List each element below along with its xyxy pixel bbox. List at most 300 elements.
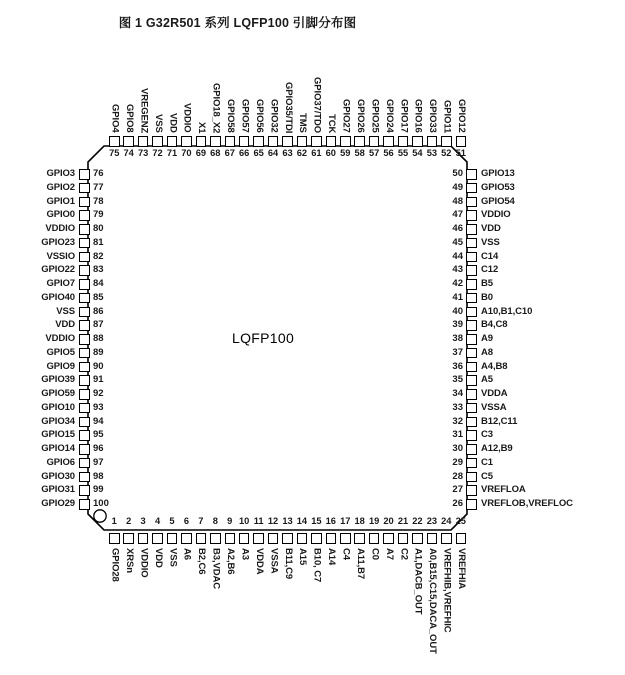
pin-number: 21 <box>397 516 409 526</box>
pin-pad <box>79 362 90 373</box>
pin-pad <box>268 533 279 544</box>
pin-label: VSSIO <box>46 250 75 262</box>
pin-pads-top <box>109 136 466 147</box>
pin-label: TCK <box>326 113 338 133</box>
pin-number: 14 <box>296 516 308 526</box>
pin-number: 56 <box>383 148 394 158</box>
pin-label: GPIO12 <box>456 99 467 133</box>
pin-number: 71 <box>166 148 178 158</box>
pin-numbers-right <box>437 169 463 510</box>
pin-number: 85 <box>93 291 104 303</box>
pin-label: A8 <box>481 346 493 358</box>
pin-number: 50 <box>452 168 463 179</box>
pin-number: 49 <box>452 181 463 193</box>
pin-number: 27 <box>452 484 463 496</box>
pin-number: 48 <box>452 195 463 207</box>
pin-number: 94 <box>93 415 104 427</box>
pin-number: 17 <box>340 516 351 526</box>
pin-number: 25 <box>455 516 466 526</box>
pin-number: 63 <box>282 148 293 158</box>
pin-label: A10,B1,C10 <box>481 305 533 317</box>
pin-number: 90 <box>93 360 104 372</box>
pin-label: C2 <box>398 548 410 560</box>
pin-pad <box>282 533 293 544</box>
pin-label: GPIO29 <box>41 498 75 509</box>
pin-pad <box>181 533 192 544</box>
pin-number: 46 <box>452 223 463 234</box>
pin-label: XRSn <box>123 548 135 573</box>
pin-pad <box>79 375 90 386</box>
pin-pad <box>138 533 149 544</box>
pin-number: 13 <box>282 516 293 526</box>
figure-caption: 图 1 G32R501 系列 LQFP100 引脚分布图 <box>118 16 357 30</box>
pin-pad <box>354 136 365 147</box>
pin-pads-right <box>466 169 477 510</box>
pin-label: A12,B9 <box>481 443 513 454</box>
pin-pad <box>412 533 423 544</box>
pin-pad <box>466 389 477 400</box>
pin-number: 57 <box>368 148 380 158</box>
pin-label: GPIO7 <box>46 278 75 289</box>
pin-pad <box>210 533 221 544</box>
pin-label: GPIO30 <box>41 470 75 482</box>
pin-label: GPIO34 <box>41 415 75 427</box>
pin-number: 79 <box>93 209 104 221</box>
pin-label: GPIO15 <box>41 429 75 441</box>
pin-pad <box>79 224 90 235</box>
pin-number: 12 <box>267 516 279 526</box>
pin-label: C1 <box>481 456 493 468</box>
pin-label: GPIO31 <box>41 484 75 496</box>
pin-number: 77 <box>93 181 104 193</box>
pin-label: GPIO57 <box>239 99 251 133</box>
pin-pad <box>466 417 477 428</box>
pin-label: A3 <box>239 548 251 560</box>
pin-pad <box>79 238 90 249</box>
pin1-indicator-icon <box>94 510 106 522</box>
pin-label: B4,C8 <box>481 319 508 331</box>
pin-number: 54 <box>412 148 423 158</box>
pin-label: GPIO53 <box>481 181 515 193</box>
pin-number: 81 <box>93 236 104 248</box>
pin-number: 18 <box>354 516 365 526</box>
pin-number: 78 <box>93 195 104 207</box>
pin-label: C12 <box>481 264 499 276</box>
pin-label: B2,C6 <box>196 548 208 575</box>
pin-pad <box>466 293 477 304</box>
pin-label: C3 <box>481 429 493 441</box>
pin-label: GPIO6 <box>46 456 75 468</box>
pin-pad <box>239 533 250 544</box>
package-label: LQFP100 <box>232 330 295 346</box>
pin-number: 6 <box>183 516 190 526</box>
pin-label: B0 <box>481 291 493 303</box>
pin-labels-top <box>109 56 466 133</box>
pin-label: GPIO56 <box>253 99 265 133</box>
pin-number: 91 <box>93 374 104 386</box>
pin-label: A14 <box>326 548 338 566</box>
pin-label: VREGENZ <box>138 87 150 133</box>
pin-label: GPIO11 <box>441 99 453 133</box>
pin-pad <box>340 136 351 147</box>
pin-pad <box>466 485 477 496</box>
pin-label: VSS <box>56 305 75 317</box>
pin-number: 39 <box>452 319 463 331</box>
pin-pad <box>196 136 207 147</box>
pin-number: 100 <box>93 498 109 509</box>
pin-pad <box>466 444 477 455</box>
pin-pad <box>253 136 264 147</box>
pin-number: 64 <box>267 148 279 158</box>
pin-label: GPIO59 <box>41 388 75 399</box>
pin-pad <box>79 472 90 483</box>
pin-pad <box>369 136 380 147</box>
pin-pad <box>466 334 477 345</box>
pin-number: 83 <box>93 264 104 276</box>
pin-label: VREFHIB,VREFHIC <box>441 548 453 633</box>
pin-label: GPIO9 <box>46 360 75 372</box>
pin-label: GPIO32 <box>268 99 280 133</box>
pin-pad <box>167 136 178 147</box>
pin-pad <box>123 533 134 544</box>
pin-number: 2 <box>126 516 132 526</box>
pin-number: 42 <box>452 278 463 289</box>
pin-number: 51 <box>455 148 466 158</box>
pin-pad <box>210 136 221 147</box>
pin-numbers-top <box>109 148 466 158</box>
pin-number: 24 <box>441 516 452 526</box>
pin-pad <box>466 238 477 249</box>
pin-pad <box>152 136 163 147</box>
pin-label: B10, C7 <box>311 548 323 583</box>
pin-number: 31 <box>452 429 463 441</box>
pin-pad <box>466 362 477 373</box>
pin-pad <box>466 430 477 441</box>
pin-number: 74 <box>123 148 134 158</box>
pin-number: 95 <box>93 429 104 441</box>
pin-label: VDDIO <box>181 103 193 133</box>
pin-number: 1 <box>111 516 117 526</box>
pin-pads-left <box>79 169 90 510</box>
pin-labels-right <box>481 169 573 510</box>
pin-pad <box>79 403 90 414</box>
pin-number: 88 <box>93 333 104 344</box>
pin-number: 93 <box>93 401 104 413</box>
pin-pad <box>109 136 120 147</box>
pin-pad <box>466 183 477 194</box>
pin-label: GPIO23 <box>41 236 75 248</box>
pin-label: GPIO35/TDI <box>282 81 294 133</box>
pin-label: A1,DACB_OUT <box>412 548 424 615</box>
pin-label: VSS <box>152 114 164 133</box>
pin-number: 60 <box>325 148 336 158</box>
pin-label: VDDIO <box>138 548 150 578</box>
pin-label: GPIO5 <box>46 346 75 358</box>
pin-number: 28 <box>452 470 463 482</box>
pin-pad <box>79 417 90 428</box>
pin-label: C0 <box>369 548 381 560</box>
pin-number: 37 <box>452 346 463 358</box>
pin-label: VSS <box>481 236 500 248</box>
pin-pad <box>412 136 423 147</box>
pin-labels-bottom <box>109 548 466 654</box>
pin-pad <box>466 224 477 235</box>
pin-number: 38 <box>452 333 463 344</box>
pin-pad <box>466 210 477 221</box>
pin-pad <box>225 136 236 147</box>
pin-label: B12,C11 <box>481 415 518 427</box>
pin-number: 26 <box>452 498 463 509</box>
pin-pad <box>79 389 90 400</box>
pin-label: A6 <box>181 548 193 560</box>
pin-number: 99 <box>93 484 104 496</box>
pin-label: GPIO1 <box>46 195 75 207</box>
pin-number: 82 <box>93 250 104 262</box>
pin-number: 67 <box>224 148 235 158</box>
pin-number: 65 <box>253 148 264 158</box>
pin-label: GPIO54 <box>481 195 515 207</box>
pin-pad <box>340 533 351 544</box>
pin-number: 43 <box>452 264 463 276</box>
pin-pad <box>466 499 477 510</box>
pin-label: B3,VDAC <box>210 548 222 590</box>
pin-number: 75 <box>109 148 120 158</box>
pin-number: 11 <box>253 516 264 526</box>
pin-labels-left <box>14 169 75 510</box>
pin-pad <box>466 307 477 318</box>
pin-pad <box>79 169 90 180</box>
pin-label: GPIO25 <box>369 99 381 133</box>
pin-number: 3 <box>140 516 146 526</box>
pin-pad <box>297 533 308 544</box>
pin-label: GPIO22 <box>41 264 75 276</box>
pin-pad <box>456 533 467 544</box>
pin-label: C14 <box>481 250 499 262</box>
pin-label: VDD <box>167 113 179 133</box>
pin-pad <box>268 136 279 147</box>
pin-number: 97 <box>93 456 104 468</box>
pin-pad <box>79 279 90 290</box>
pin-number: 30 <box>452 443 463 454</box>
pin-pad <box>369 533 380 544</box>
pin-label: B5 <box>481 278 493 289</box>
pin-number: 40 <box>452 305 463 317</box>
pin-pad <box>466 169 477 180</box>
pin-label: GPIO14 <box>41 443 75 454</box>
pin-pad <box>79 183 90 194</box>
pin-label: VREFHIA <box>456 548 467 589</box>
pin-number: 32 <box>452 415 463 427</box>
pin-pad <box>79 444 90 455</box>
pin-pad <box>79 293 90 304</box>
pin-number: 66 <box>239 148 250 158</box>
pin-label: GPIO28 <box>109 548 121 582</box>
pin-label: VDDIO <box>45 223 75 234</box>
pin-label: VDD <box>152 548 164 568</box>
pin-number: 76 <box>93 168 104 179</box>
pin-label: GPIO13 <box>481 168 515 179</box>
pin-label: GPIO39 <box>41 374 75 386</box>
pin-label: GPIO10 <box>41 401 75 413</box>
pin-label: GPIO0 <box>46 209 75 221</box>
pin-label: C5 <box>481 470 493 482</box>
pin-number: 62 <box>296 148 308 158</box>
pin-label: A4,B8 <box>481 360 508 372</box>
pin-number: 72 <box>152 148 163 158</box>
pin-number: 86 <box>93 305 104 317</box>
pin-label: VSS <box>167 548 179 567</box>
pin-pad <box>79 210 90 221</box>
pin-pad <box>79 252 90 263</box>
pin-number: 35 <box>452 374 463 386</box>
pin-label: GPIO58 <box>225 99 236 133</box>
pin-label: A11,B7 <box>354 548 366 580</box>
pin-number: 29 <box>452 456 463 468</box>
pin-pad <box>466 375 477 386</box>
pin-pad <box>138 136 149 147</box>
pin-number: 52 <box>441 148 452 158</box>
pin-label: A0,B15,C15,DACA_OUT <box>427 548 439 654</box>
pin-label: GPIO3 <box>46 168 75 179</box>
pin-number: 61 <box>311 148 322 158</box>
pin-number: 23 <box>426 516 438 526</box>
pin-pad <box>79 458 90 469</box>
pin-label: VREFLOA <box>481 484 526 496</box>
pin-pad <box>152 533 163 544</box>
pin-pad <box>196 533 207 544</box>
pin-pad <box>79 265 90 276</box>
pin-pad <box>441 533 452 544</box>
pin-label: VDD <box>55 319 75 331</box>
pin-pad <box>456 136 467 147</box>
pin-label: C4 <box>340 548 352 560</box>
pin-pad <box>398 533 409 544</box>
pin-number: 70 <box>181 148 192 158</box>
pin-pad <box>282 136 293 147</box>
pin-label: GPIO16 <box>412 99 424 133</box>
pin-number: 98 <box>93 470 104 482</box>
pin-number: 80 <box>93 223 104 234</box>
pin-number: 20 <box>383 516 394 526</box>
pin-pad <box>466 472 477 483</box>
pin-label: VDDIO <box>481 209 511 221</box>
pin-number: 89 <box>93 346 104 358</box>
pin-pad <box>326 136 337 147</box>
pin-label: GPIO8 <box>123 104 135 133</box>
pin-number: 33 <box>452 401 463 413</box>
pin-label: A9 <box>481 333 493 344</box>
pin-number: 47 <box>452 209 463 221</box>
pin-pad <box>466 458 477 469</box>
pin-label: GPIO27 <box>340 99 352 133</box>
pin-number: 19 <box>368 516 380 526</box>
pin-label: VDDIO <box>45 333 75 344</box>
pin-label: VDDA <box>253 548 265 575</box>
pin-number: 7 <box>198 516 204 526</box>
pin-pad <box>109 533 120 544</box>
pin-label: GPIO40 <box>41 291 75 303</box>
pin-numbers-bottom <box>109 516 466 526</box>
pin-number: 53 <box>426 148 438 158</box>
pin-pad <box>466 265 477 276</box>
pin-number: 16 <box>325 516 336 526</box>
pin-pad <box>466 279 477 290</box>
pin-number: 68 <box>210 148 221 158</box>
pin-label: VDDA <box>481 388 508 399</box>
pin-pad <box>167 533 178 544</box>
pin-label: TMS <box>297 113 309 133</box>
pin-pad <box>181 136 192 147</box>
pin-number: 69 <box>195 148 207 158</box>
pin-label: GPIO24 <box>383 99 395 133</box>
pin-number: 5 <box>169 516 175 526</box>
pin-label: A15 <box>297 548 309 566</box>
pin-pad <box>427 533 438 544</box>
pin-number: 41 <box>452 291 463 303</box>
pin-pad <box>466 403 477 414</box>
pin-pad <box>225 533 236 544</box>
pin-label: GPIO2 <box>46 181 75 193</box>
pin-label: GPIO17 <box>398 99 410 133</box>
pin-pad <box>427 136 438 147</box>
pin-number: 84 <box>93 278 104 289</box>
pin-pad <box>398 136 409 147</box>
pin-label: B11,C9 <box>282 548 294 580</box>
pin-label: X1 <box>196 121 208 133</box>
pin-pad <box>311 136 322 147</box>
pin-label: VSSA <box>481 401 507 413</box>
pin-pad <box>383 533 394 544</box>
pin-number: 8 <box>212 516 218 526</box>
pin-pad <box>354 533 365 544</box>
pin-number: 34 <box>452 388 463 399</box>
pin-pad <box>297 136 308 147</box>
pin-number: 92 <box>93 388 104 399</box>
pin-label: GPIO26 <box>354 99 366 133</box>
pin-label: VREFLOB,VREFLOC <box>481 498 573 509</box>
pin-label: GPIO37/TDO <box>311 76 323 133</box>
pin-pad <box>123 136 134 147</box>
pin-label: A5 <box>481 374 493 386</box>
pin-label: GPIO18_X2 <box>210 82 222 133</box>
pin-number: 4 <box>154 516 161 526</box>
pin-number: 9 <box>227 516 233 526</box>
pin-pad <box>79 348 90 359</box>
pin-pad <box>79 197 90 208</box>
pin-pad <box>441 136 452 147</box>
pin-number: 22 <box>412 516 423 526</box>
pin-number: 96 <box>93 443 104 454</box>
pin-pad <box>466 252 477 263</box>
pin-number: 36 <box>452 360 463 372</box>
pin-number: 59 <box>340 148 351 158</box>
pin-number: 45 <box>452 236 463 248</box>
pin-number: 55 <box>397 148 409 158</box>
pin-label: A7 <box>383 548 395 560</box>
pin-label: GPIO4 <box>109 104 121 133</box>
pin-numbers-left <box>93 169 109 510</box>
pin-label: VSSA <box>268 548 280 574</box>
pin-number: 10 <box>239 516 250 526</box>
pin-pad <box>79 320 90 331</box>
pin-number: 73 <box>137 148 149 158</box>
pin-pad <box>311 533 322 544</box>
pin-pad <box>79 334 90 345</box>
pin-pad <box>79 307 90 318</box>
pin-pad <box>79 485 90 496</box>
pin-pads-bottom <box>109 533 466 544</box>
pin-pad <box>383 136 394 147</box>
